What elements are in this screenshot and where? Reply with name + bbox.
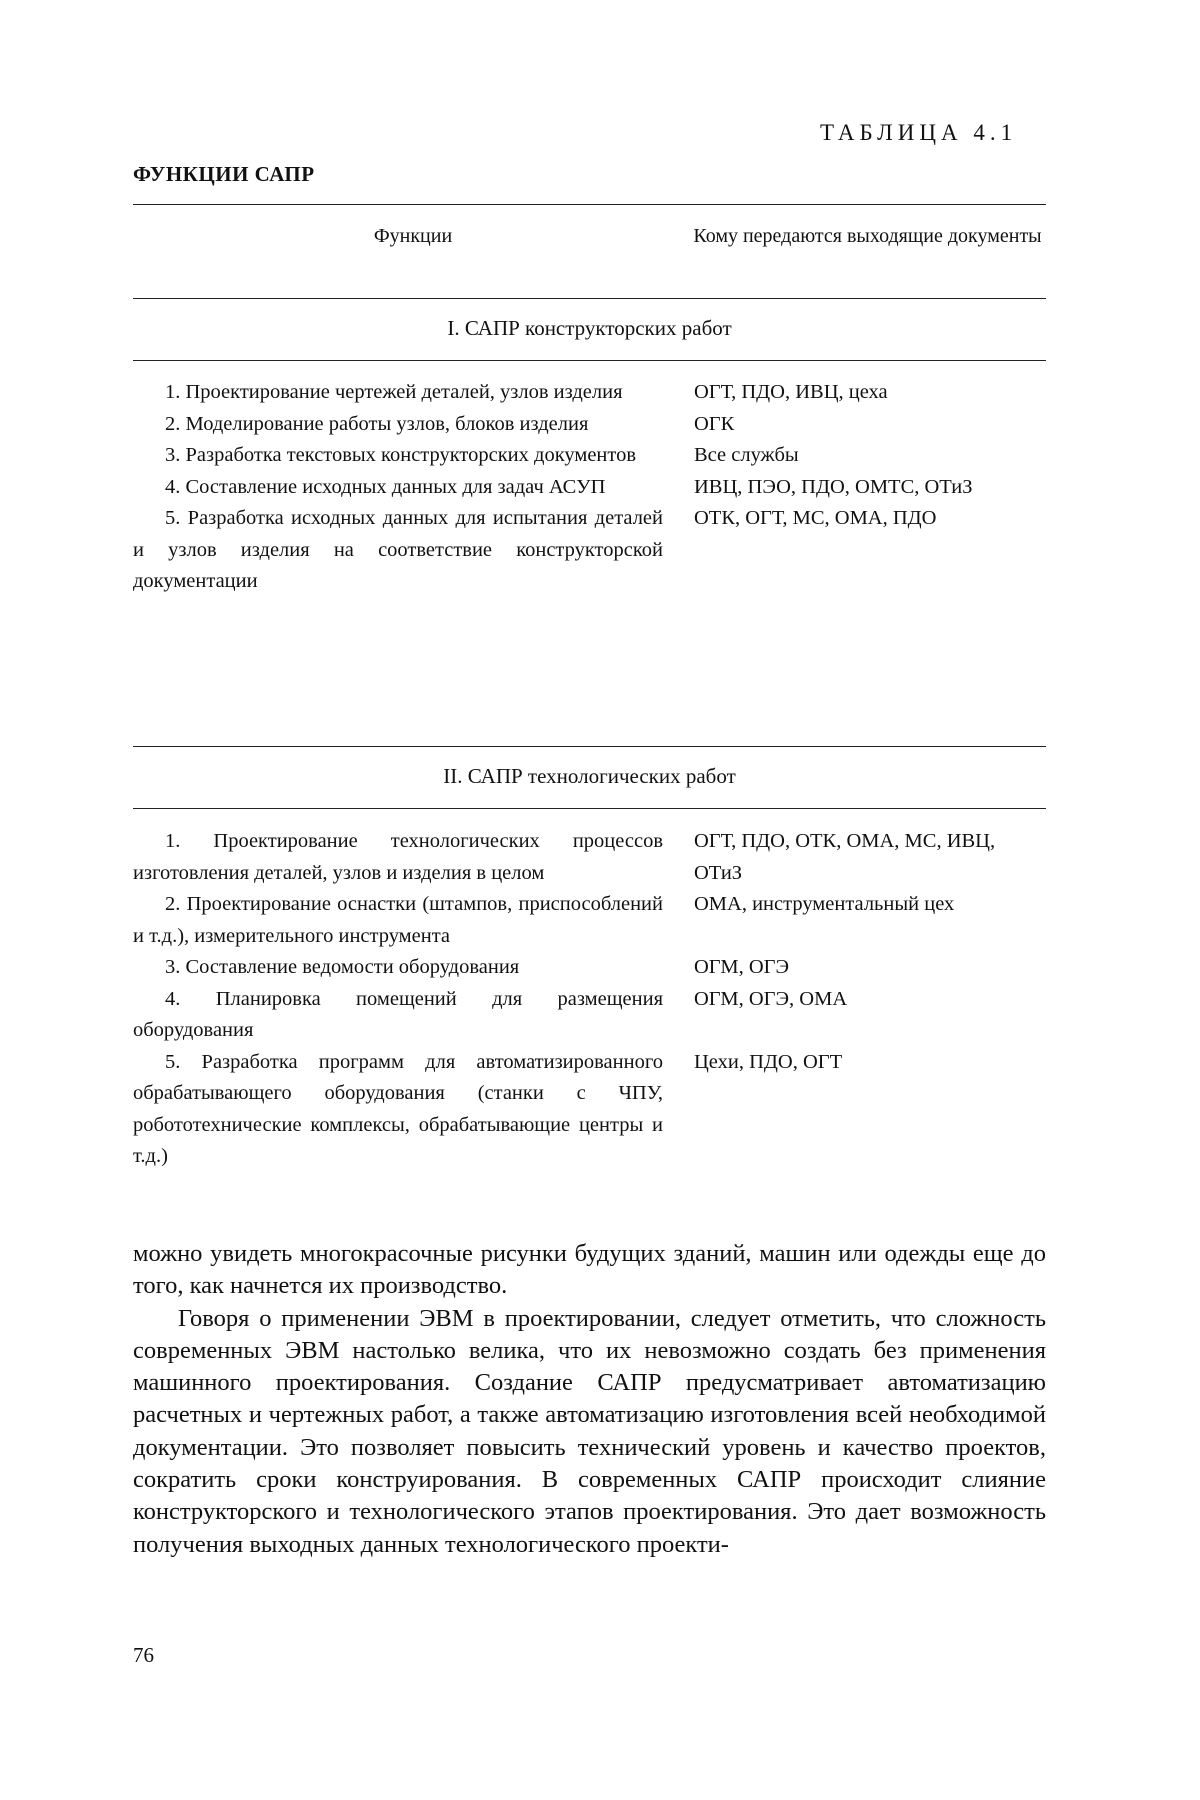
table-row <box>133 889 1046 952</box>
function-cell: 4. Планировка помещений для размещения оборудования <box>133 987 663 1041</box>
recipients-cell: Цехи, ПДО, ОГТ <box>694 1050 843 1073</box>
table-row <box>133 984 1046 1047</box>
table-row <box>133 952 1046 984</box>
function-cell: 5. Разработка исходных данных для испытания деталей и узлов изделия на соответствие конструкторской документации <box>133 507 663 592</box>
recipients-cell: ОГТ, ПДО, ОТК, ОМА, МС, ИВЦ, ОТиЗ <box>694 830 996 884</box>
table-row <box>133 440 1046 472</box>
recipients-cell: Все службы <box>694 444 799 466</box>
table-row <box>133 503 1046 598</box>
function-cell: 4. Составление исходных данных для задач АСУП <box>165 475 606 498</box>
section-2-rule <box>133 808 1046 809</box>
header-bottom-rule <box>133 298 1046 299</box>
table-title: ФУНКЦИИ САПР <box>133 162 315 186</box>
paragraph: можно увидеть многокрасочные рисунки будущих зданий, машин или одежды еще до того, как начнется их производство. <box>133 1240 1046 1300</box>
recipients-cell: ОТК, ОГТ, МС, ОМА, ПДО <box>694 507 937 529</box>
function-cell: 3. Составление ведомости оборудования <box>165 956 520 978</box>
section-title-technology: II. САПР технологических работ <box>443 764 736 788</box>
function-cell: 3. Разработка текстовых конструкторских документов <box>165 444 637 466</box>
section-1-rule <box>133 360 1046 361</box>
recipients-cell: ОГК <box>694 412 735 435</box>
table-row <box>133 1047 1046 1173</box>
recipients-cell: ОГМ, ОГЭ <box>694 956 790 978</box>
table-label: ТАБЛИЦА 4.1 <box>820 120 1018 145</box>
section-1-rows <box>133 377 1046 598</box>
recipients-cell: ИВЦ, ПЭО, ПДО, ОМТС, ОТиЗ <box>694 475 973 498</box>
recipients-cell: ОМА, инструментальный цех <box>694 893 955 915</box>
table-row <box>133 472 1046 504</box>
column-header-recipients: Кому передаются выходящие документы <box>693 225 1042 247</box>
section-title-design: I. САПР конструкторских работ <box>447 316 732 340</box>
function-cell: 2. Проектирование оснастки (штампов, приспособлений и т.д.), измерительного инструмента <box>133 893 663 947</box>
body-text <box>133 1238 1046 1561</box>
column-header-functions: Функции <box>373 225 453 247</box>
table-top-rule <box>133 204 1046 205</box>
section-2-top-rule <box>133 746 1046 747</box>
table-row <box>133 377 1046 409</box>
function-cell: 2. Моделирование работы узлов, блоков изделия <box>165 412 589 435</box>
table-row <box>133 409 1046 441</box>
recipients-cell: ОГТ, ПДО, ИВЦ, цеха <box>694 381 888 403</box>
recipients-cell: ОГМ, ОГЭ, ОМА <box>694 987 848 1010</box>
page-number: 76 <box>133 1643 154 1667</box>
function-cell: 1. Проектирование технологических процессов изготовления деталей, узлов и изделия в целом <box>133 830 663 884</box>
function-cell: 5. Разработка программ для автоматизированного обрабатывающего оборудования (станки с ЧПУ, робототехнические комплексы, обрабатывающие центры и т.д.) <box>133 1050 663 1167</box>
paragraph: Говоря о применении ЭВМ в проектировании, следует отметить, что сложность современных ЭВМ настолько велика, что их невозможно создать без применения машинного проектирования. Создание САПР предусматривает автоматизацию расчетных и чертежных работ, а также автоматизацию изготовления всей необходимой документации. Это позволяет повысить технический уровень и качество проектов, сократить сроки конструирования. В современных САПР происходит слияние конструкторского и технологического этапов проектирования. Это дает возможность получения выходных данных технологического проекти- <box>133 1304 1046 1558</box>
function-cell: 1. Проектирование чертежей деталей, узлов изделия <box>165 381 623 403</box>
section-2-rows <box>133 826 1046 1173</box>
table-row <box>133 826 1046 889</box>
